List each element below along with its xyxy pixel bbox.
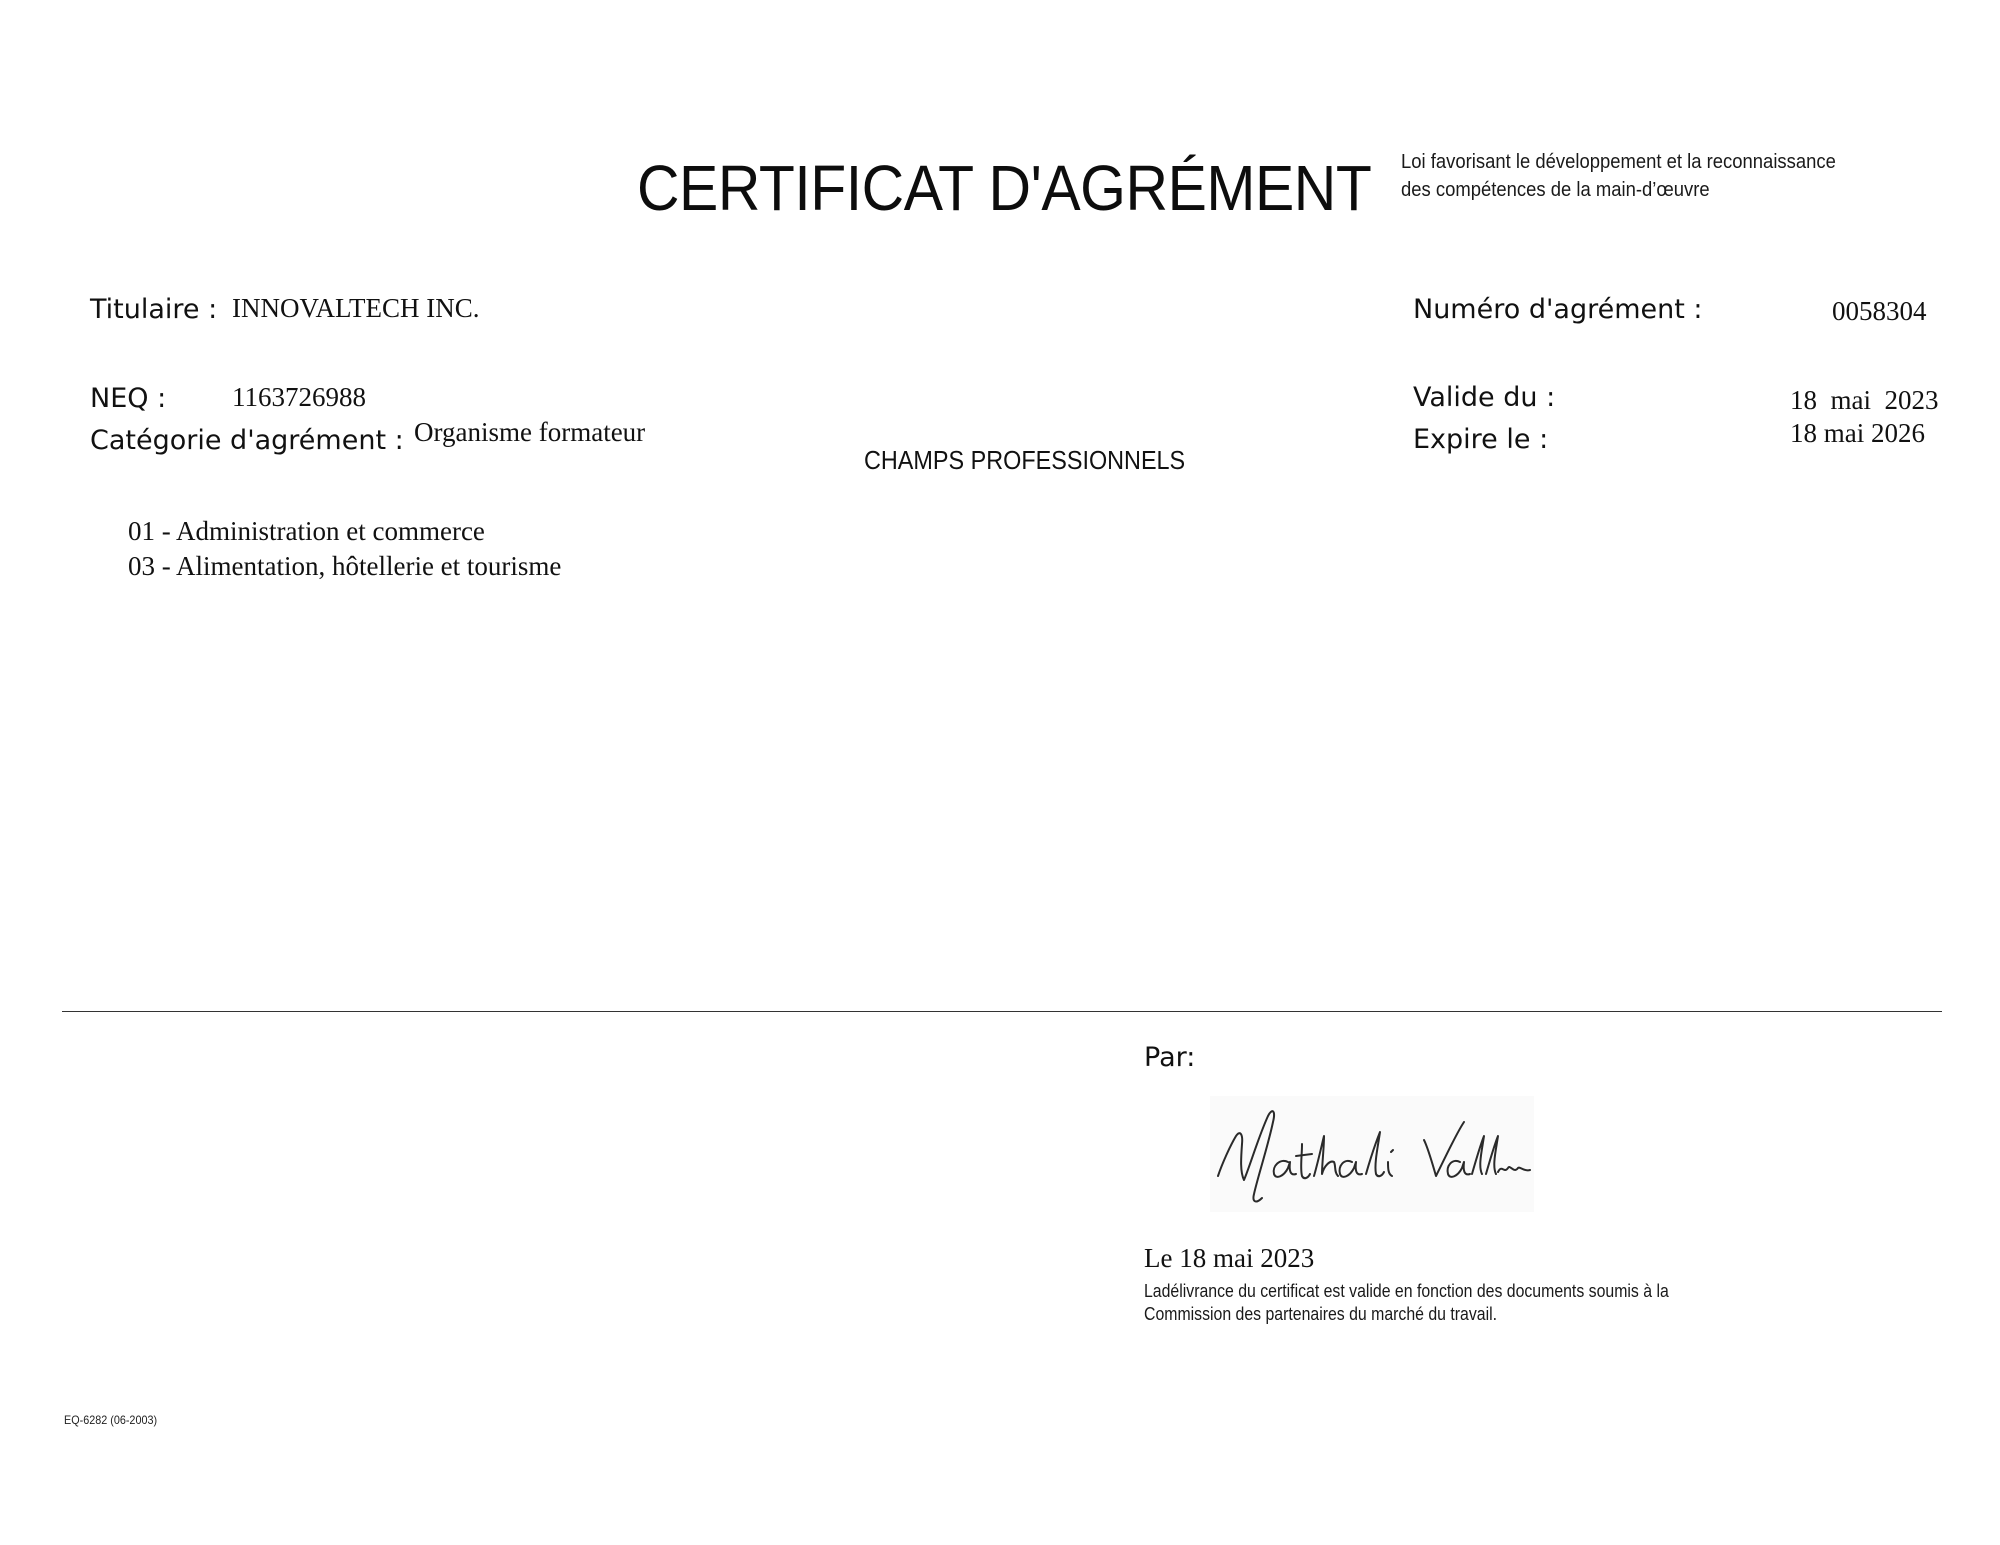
- approval-number-label: Numéro d'agrément :: [1413, 294, 1703, 325]
- valid-from-label: Valide du :: [1413, 382, 1556, 413]
- validity-note: [1144, 1280, 1669, 1326]
- professional-field-item: 01 - Administration et commerce: [128, 516, 485, 546]
- neq-label: NEQ :: [90, 383, 167, 414]
- par-label: Par:: [1144, 1042, 1196, 1073]
- professional-fields-list: [128, 514, 561, 584]
- professional-fields-title: CHAMPS PROFESSIONNELS: [864, 445, 1186, 475]
- validity-note-line-2: Commission des partenaires du marché du travail.: [1144, 1304, 1498, 1324]
- holder-label: Titulaire :: [90, 294, 218, 325]
- form-code: EQ-6282 (06-2003): [64, 1413, 158, 1427]
- holder-value: INNOVALTECH INC.: [232, 293, 480, 323]
- category-value: Organisme formateur: [414, 417, 646, 447]
- certificate-title: CERTIFICAT D'AGRÉMENT: [637, 152, 1372, 224]
- law-reference: [1401, 148, 1836, 204]
- neq-value: 1163726988: [232, 382, 366, 412]
- category-label: Catégorie d'agrément :: [90, 425, 404, 456]
- valid-from-value: 18 mai 2023: [1790, 385, 1939, 415]
- law-reference-line-2: des compétences de la main-d’œuvre: [1401, 178, 1710, 201]
- validity-note-line-1: Ladélivrance du certificat est valide en fonction des documents soumis à la: [1144, 1281, 1669, 1301]
- divider: [62, 1011, 1942, 1012]
- professional-field-item: 03 - Alimentation, hôtellerie et tourisme: [128, 551, 562, 581]
- expires-value: 18 mai 2026: [1790, 418, 1925, 448]
- handwritten-signature: [1210, 1096, 1534, 1212]
- approval-number-value: 0058304: [1832, 296, 1927, 326]
- signature-date: Le 18 mai 2023: [1144, 1243, 1315, 1273]
- expires-label: Expire le :: [1413, 424, 1549, 455]
- law-reference-line-1: Loi favorisant le développement et la reconnaissance: [1401, 150, 1836, 173]
